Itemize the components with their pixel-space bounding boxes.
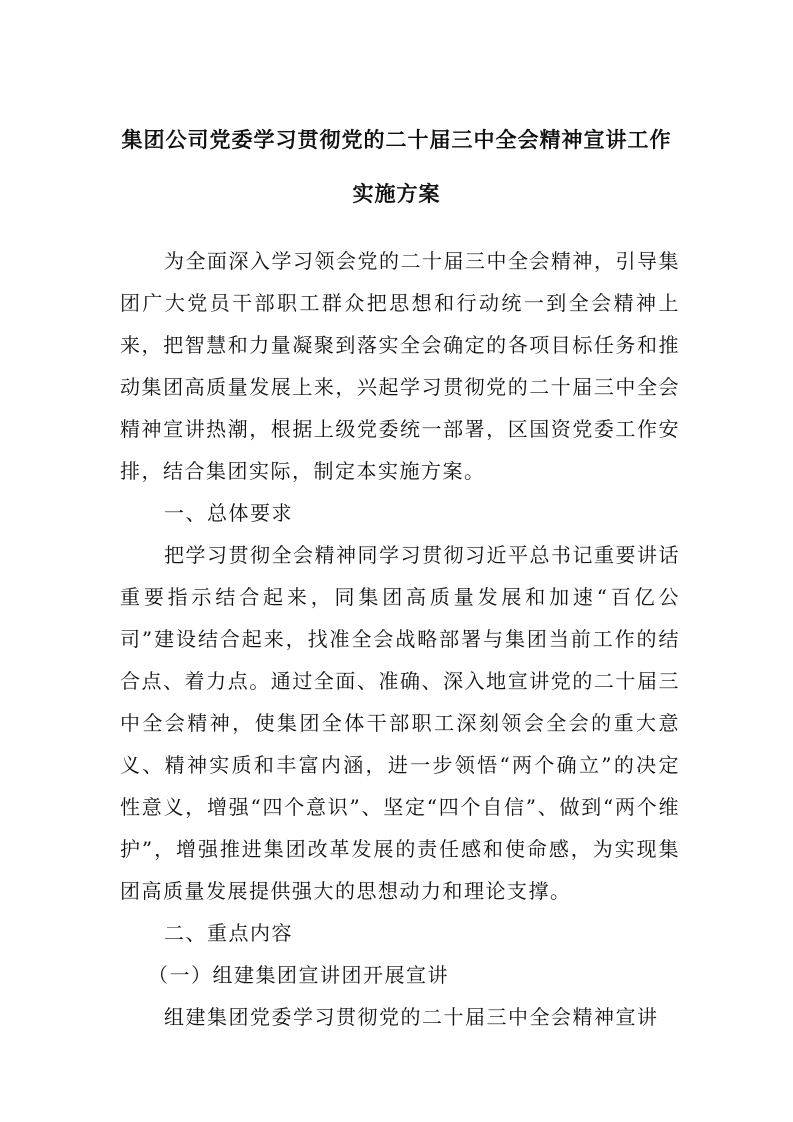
subsection-heading-lecture-group: （一）组建集团宣讲团开展宣讲 [148,963,449,987]
intro-paragraph: 为全面深入学习领会党的二十届三中全会精神，引导集团广大党员干部职工群众把思想和行动统一到全会精神上来，把智慧和力量凝聚到落实全会确定的各项目标任务和推动集团高质量发展上来，兴起学习贯彻党的二十届三中全会精神宣讲热潮，根据上级党委统一部署，区国资党委工作安排，结合集团实际，制定本实施方案。 [120,249,680,483]
general-requirements-paragraph: 把学习贯彻全会精神同学习贯彻习近平总书记重要讲话重要指示结合起来，同集团高质量发展和加速“百亿公司”建设结合起来，找准全会战略部署与集团当前工作的结合点、着力点。通过全面、准确、深入地宣讲党的二十届三中全会精神，使集团全体干部职工深刻领会全会的重大意义、精神实质和丰富内涵，进一步领悟“两个确立”的决定性意义，增强“四个意识”、坚定“四个自信”、做到“两个维护”，增强推进集团改革发展的责任感和使命感，为实现集团高质量发展提供强大的思想动力和理论支撑。 [120,543,680,903]
section-heading-key-content: 二、重点内容 [164,921,293,945]
document-title-line-1: 集团公司党委学习贯彻党的二十届三中全会精神宣讲工作 [121,127,672,152]
document-title-line-2: 实施方案 [352,181,441,206]
section-heading-general-requirements: 一、总体要求 [164,501,293,525]
lecture-group-paragraph: 组建集团党委学习贯彻党的二十届三中全会精神宣讲 [164,1005,659,1029]
document-body [120,240,680,1038]
